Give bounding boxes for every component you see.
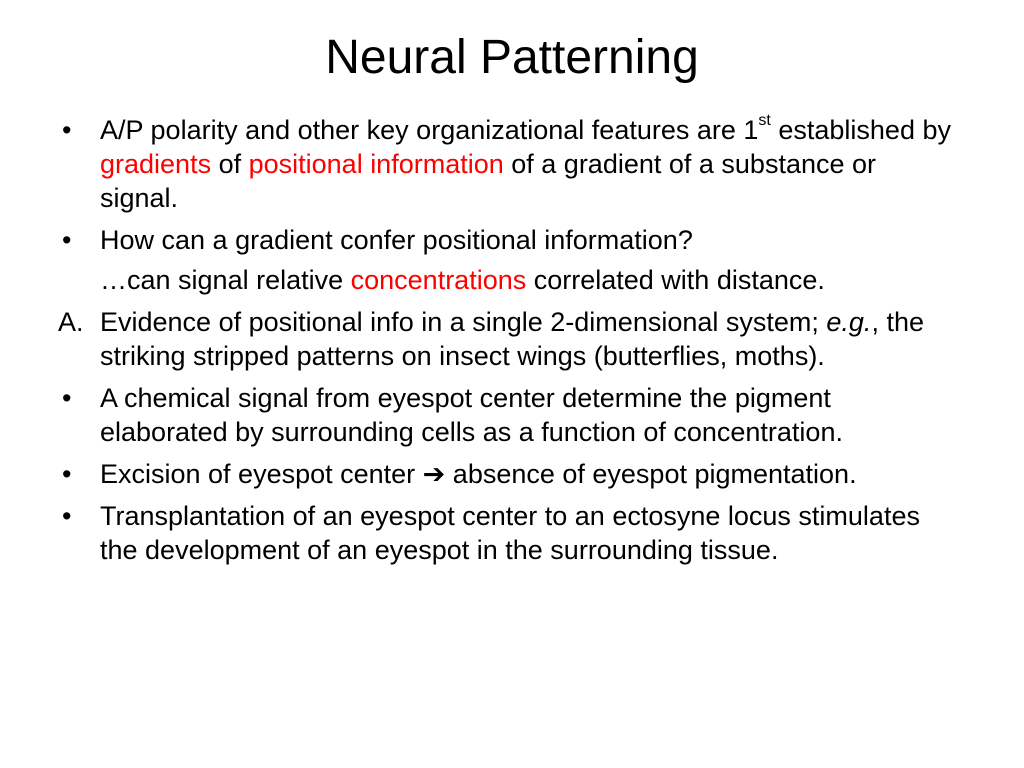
bullet-item-transplantation: [58, 499, 958, 567]
superscript-st: st: [758, 112, 771, 129]
bullet-text: of: [211, 149, 249, 179]
bullet-marker: •: [62, 501, 72, 531]
continuation-text: …can signal relative: [100, 265, 351, 295]
bullet-marker: •: [62, 115, 72, 145]
item-text: Evidence of positional info in a single 2-dimensional system;: [100, 307, 827, 337]
bullet-item-chemical-signal: [58, 381, 958, 449]
continuation-item-concentrations: [58, 263, 958, 297]
bullet-item-question: [58, 223, 958, 257]
bullet-marker: •: [62, 383, 72, 413]
highlight-positional-information: positional information: [248, 149, 504, 179]
bullet-marker: •: [62, 459, 72, 489]
bullet-marker: •: [62, 225, 72, 255]
emphasis-eg: e.g.: [826, 307, 872, 337]
letter-marker: A.: [58, 307, 84, 337]
highlight-concentrations: concentrations: [350, 265, 527, 295]
right-arrow-icon: ➔: [422, 459, 446, 489]
lettered-item-evidence: [58, 305, 958, 373]
item-text: , the striking stripped patterns on insect wings (butterflies, moths).: [100, 307, 924, 371]
bullet-text: established by: [770, 115, 951, 145]
bullet-item-polarity: [58, 113, 958, 215]
slide-title: Neural Patterning: [325, 31, 699, 84]
slide-body: [58, 113, 958, 575]
bullet-item-excision: [58, 457, 958, 491]
highlight-gradients: gradients: [100, 149, 212, 179]
bullet-text: A chemical signal from eyespot center determine the pigment elaborated by surrounding cells as a function of concentration.: [100, 383, 843, 447]
bullet-text: Transplantation of an eyespot center to an ectosyne locus stimulates the development of an eyespot in the surrounding tissue.: [100, 501, 920, 565]
bullet-text: absence of eyespot pigmentation.: [445, 459, 857, 489]
bullet-text: of a gradient of a substance or signal.: [100, 149, 877, 213]
bullet-text: How can a gradient confer positional information?: [100, 225, 693, 255]
continuation-text: correlated with distance.: [526, 265, 825, 295]
bullet-text: Excision of eyespot center: [100, 459, 423, 489]
bullet-text: A/P polarity and other key organizational features are 1: [100, 115, 759, 145]
